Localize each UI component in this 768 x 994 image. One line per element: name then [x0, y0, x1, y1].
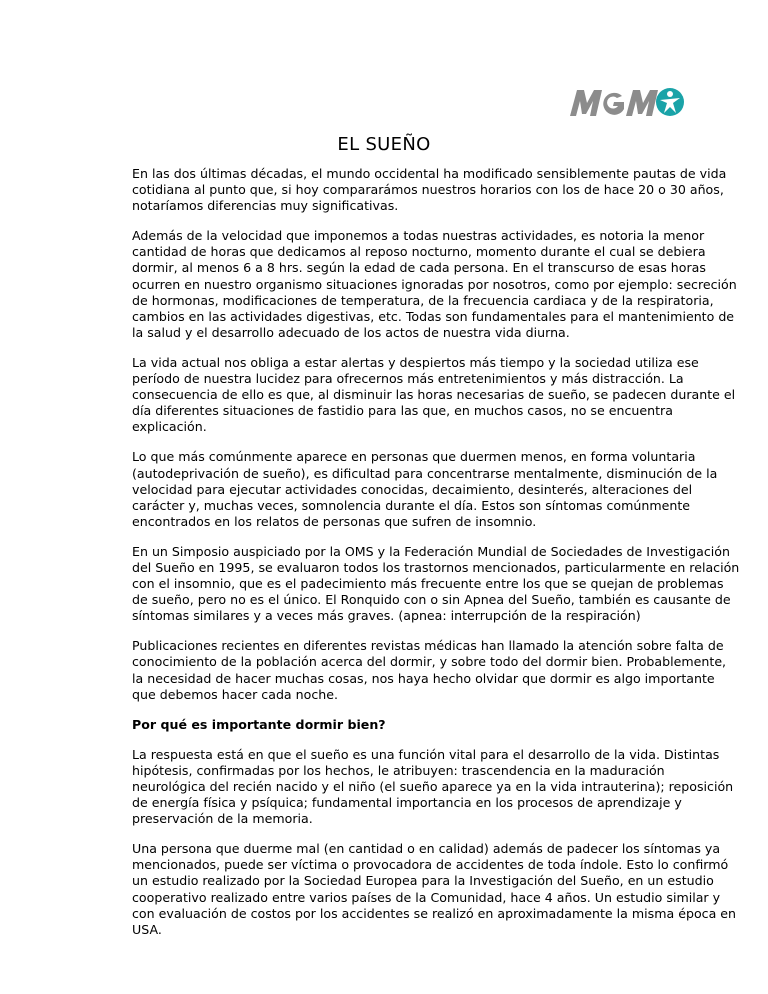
- paragraph: Lo que más comúnmente aparece en personas que duermen menos, en forma voluntaria (autodeprivación de sueño), es dificultad para concentrarse mentalmente, disminución de la velocidad para ejecutar actividades conocidas, decaimiento, desinterés, alteraciones del carácter y, muchas veces, somnolencia durante el día. Estos son síntomas comúnmente encontrados en los relatos de personas que sufren de insomnio.: [132, 449, 718, 529]
- paragraph: Publicaciones recientes en diferentes revistas médicas han llamado la atención sobre falta de conocimiento de la población acerca del dormir, y sobre todo del dormir bien. Probablemente, la necesidad de hacer muchas cosas, nos haya hecho olvidar que dormir es algo importante que debemos hacer cada noche.: [132, 638, 727, 702]
- document-title: EL SUEÑO: [337, 134, 431, 155]
- paragraph: Una persona que duerme mal (en cantidad o en calidad) además de padecer los síntomas ya mencionados, puede ser víctima o provocadora de accidentes de toda índole. Esto lo confirmó un estudio realizado por la Sociedad Europea para la Investigación del Sueño, en un estudio cooperativo realizado entre varios países de la Comunidad, hace 4 años. Un estudio similar y con evaluación de costos por los accidentes se realizó en aproximadamente la misma época en USA.: [132, 841, 737, 937]
- paragraph: En un Simposio auspiciado por la OMS y la Federación Mundial de Sociedades de Investigación del Sueño en 1995, se evaluaron todos los trastornos mencionados, particularmente en relación con el insomnio, que es el padecimiento más frecuente entre los que se quejan de problemas de sueño, pero no es el único. El Ronquido con o sin Apnea del Sueño, también es causante de síntomas similares y a veces más graves. (apnea: interrupción de la respiración): [132, 543, 740, 624]
- paragraph: En las dos últimas décadas, el mundo occidental ha modificado sensiblemente pautas de vida cotidiana al punto que, si hoy compararámos nuestros horarios con los de hace 20 o 30 años, notaríamos diferencias muy significativas.: [132, 166, 727, 214]
- paragraph: La respuesta está en que el sueño es una función vital para el desarrollo de la vida. Distintas hipótesis, confirmadas por los hechos, le atribuyen: trascendencia en la maduración neurológica del recién nacido y el niño (el sueño aparece ya en la vida intrauterina); reposición de energía física y psíquica; fundamental importancia en los procesos de aprendizaje y preservación de la memoria.: [132, 746, 734, 827]
- paragraph: Además de la velocidad que imponemos a todas nuestras actividades, es notoria la menor cantidad de horas que dedicamos al reposo nocturno, momento durante el cual se debiera dormir, al menos 6 a 8 hrs. según la edad de cada persona. En el transcurso de esas horas ocurren en nuestro organismo situaciones ignoradas por nosotros, como por ejemplo: secreción de hormonas, modificaciones de temperatura, de la frecuencia cardiaca y de la respiratoria, cambios en las actividades digestivas, etc. Todas son fundamentales para el mantenimiento de la salud y el desarrollo adecuado de los actos de nuestra vida diurna.: [132, 228, 737, 340]
- document-body: [132, 166, 740, 952]
- section-heading: Por qué es importante dormir bien?: [132, 716, 386, 732]
- mgm-logo: [570, 86, 686, 118]
- paragraph: La vida actual nos obliga a estar alertas y despiertos más tiempo y la sociedad utiliza ese período de nuestra lucidez para ofrecernos más entretenimientos y más distracción. La consecuencia de ello es que, al disminuir las horas necesarias de sueño, se padecen durante el día diferentes situaciones de fastidio para las que, en muchos casos, no se encuentra explicación.: [132, 354, 736, 435]
